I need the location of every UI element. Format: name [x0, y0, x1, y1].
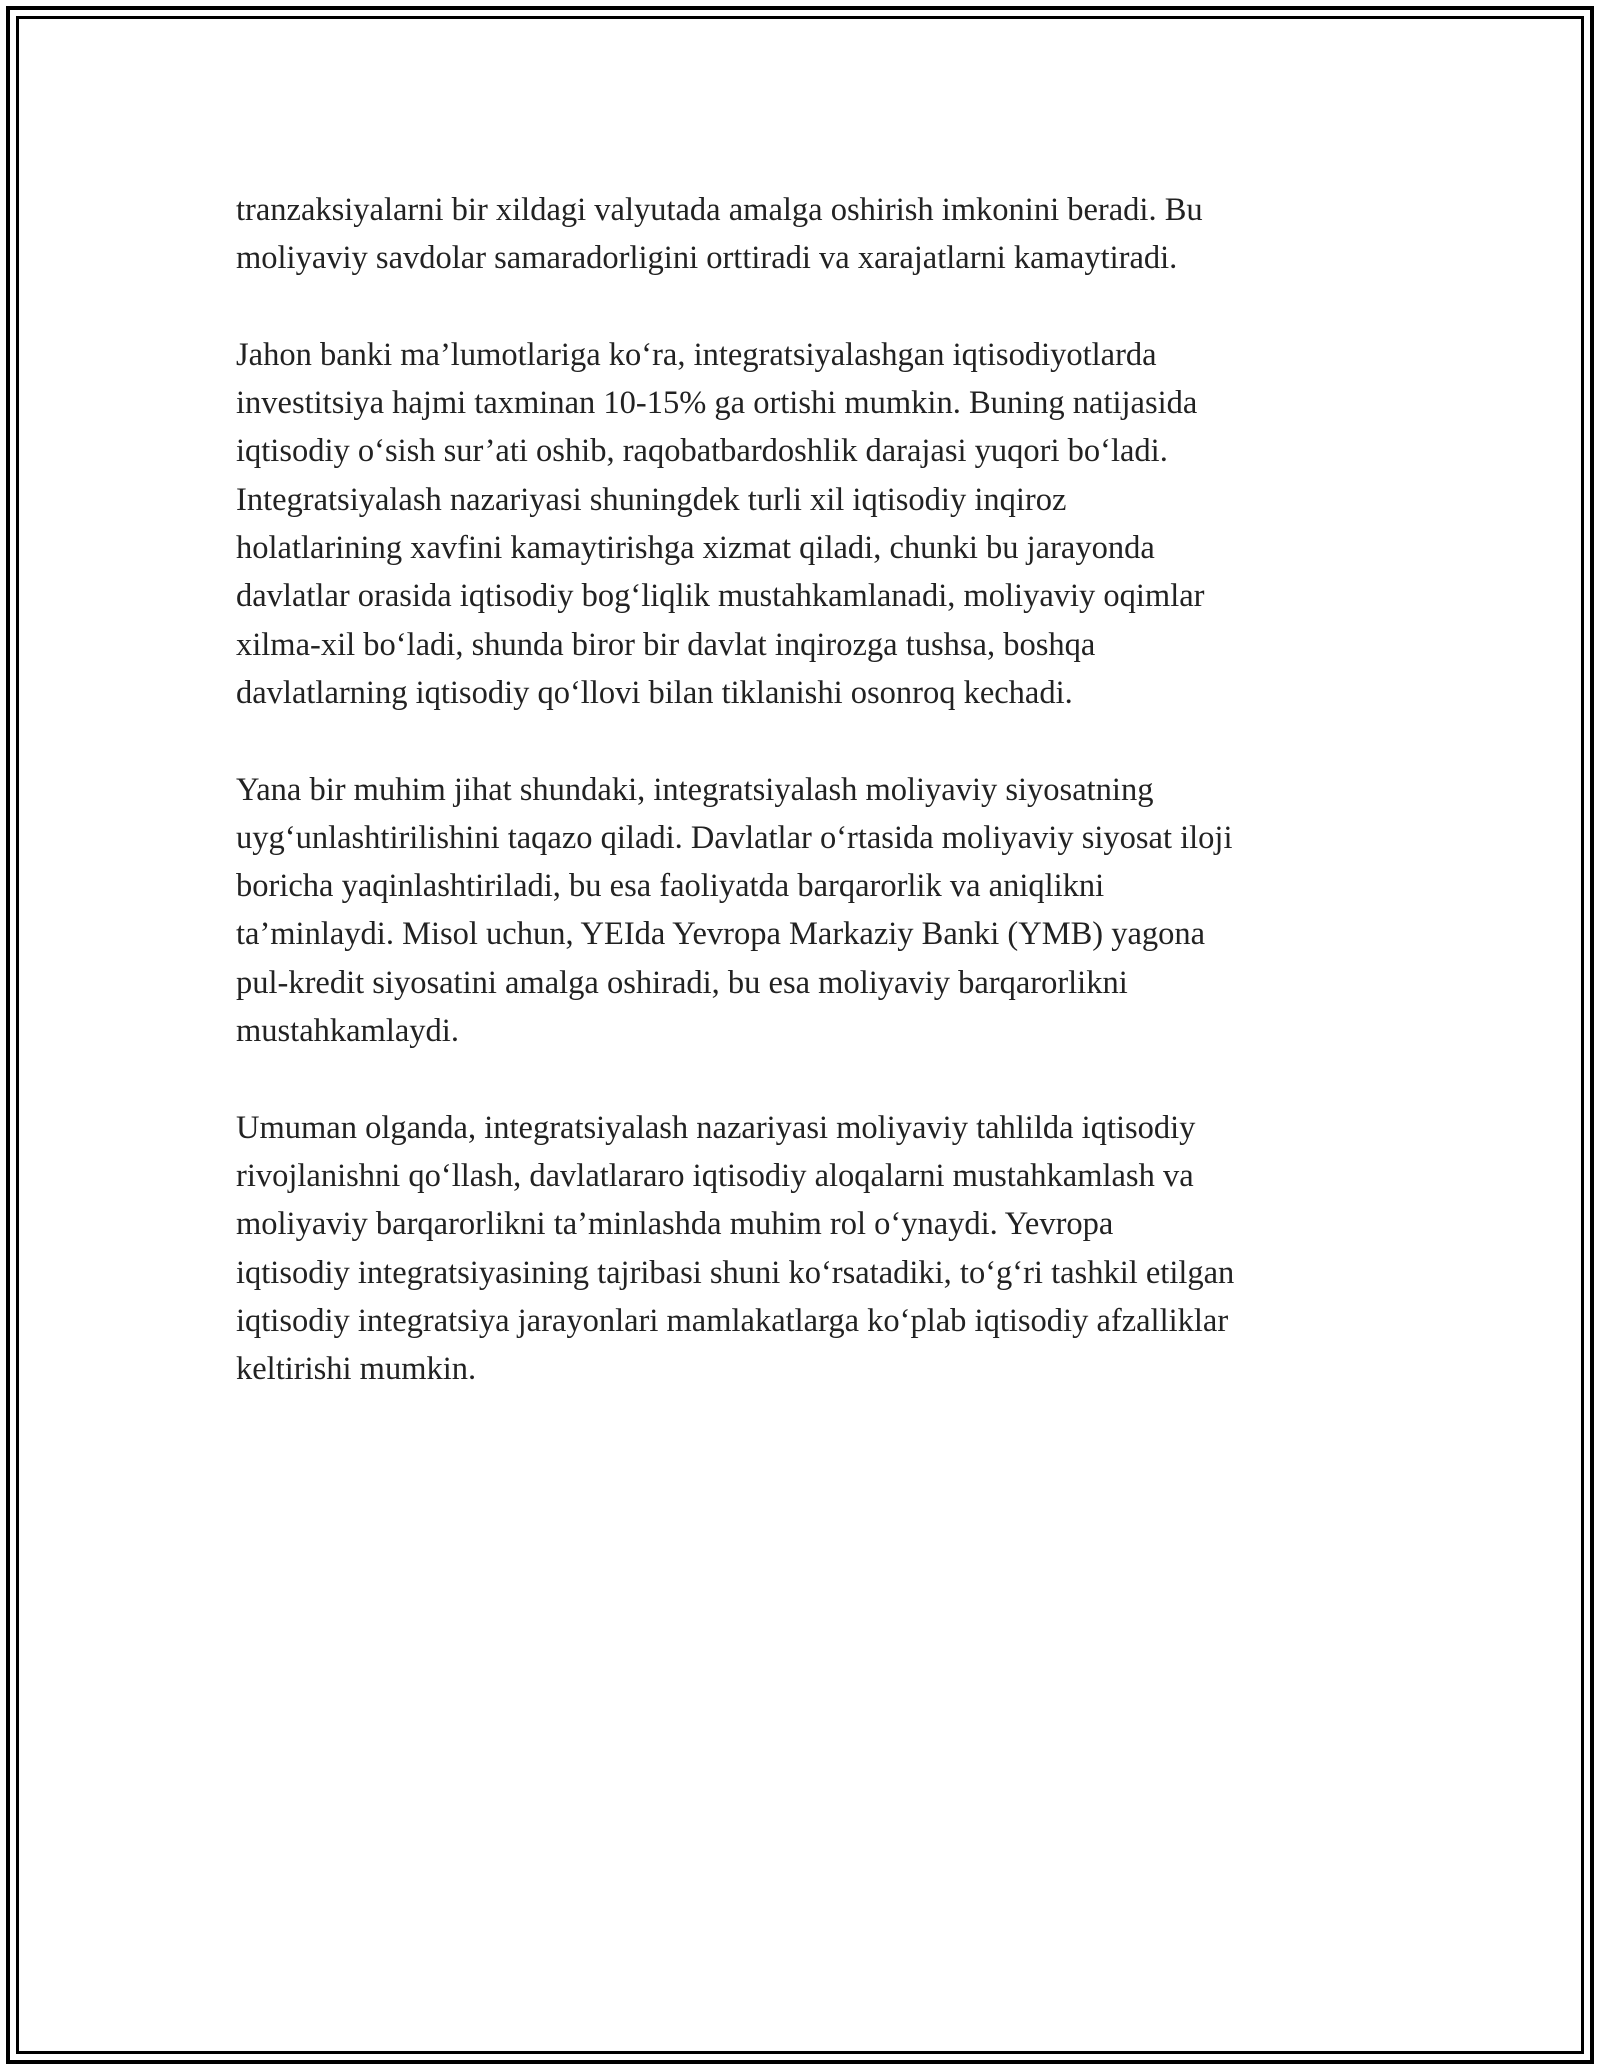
paragraph-4: Umuman olganda, integratsiyalash nazariyasi moliyaviy tahlilda iqtisodiy rivojlanishni qo‘llash, davlatlararo iqtisodiy aloqalarni mustahkamlash va moliyaviy barqarorlikni ta’minlashda muhim rol o‘ynaydi. Yevropa iqtisodiy integratsiyasining tajribasi shuni ko‘rsatadiki, to‘g‘ri tashkil etilgan iqtisodiy integratsiya jarayonlari mamlakatlarga ko‘plab iqtisodiy afzalliklar keltirishi mumkin.	[236, 1109, 1235, 1388]
paragraph-1: tranzaksiyalarni bir xildagi valyutada amalga oshirish imkonini beradi. Bu moliyaviy savdolar samaradorligini orttiradi va xarajatlarni kamaytiradi.	[236, 192, 1203, 277]
paragraph-2: Jahon banki ma’lumotlariga ko‘ra, integratsiyalashgan iqtisodiyotlarda investitsiya hajmi taxminan 10-15% ga ortishi mumkin. Buning natijasida iqtisodiy o‘sish sur’ati oshib, raqobatbardoshlik darajasi yuqori bo‘ladi. Integratsiyalash nazariyasi shuningdek turli xil iqtisodiy inqiroz holatlarining xavfini kamaytirishga xizmat qiladi, chunki bu jarayonda davlatlar orasida iqtisodiy bog‘liqlik mustahkamlanadi, moliyaviy oqimlar xilma-xil bo‘ladi, shunda biror bir davlat inqirozga tushsa, boshqa davlatlarning iqtisodiy qo‘llovi bilan tiklanishi osonroq kechadi.	[236, 336, 1205, 711]
paragraph-3: Yana bir muhim jihat shundaki, integratsiyalash moliyaviy siyosatning uyg‘unlashtirilishini taqazo qiladi. Davlatlar o‘rtasida moliyaviy siyosat iloji boricha yaqinlashtiriladi, bu esa faoliyatda barqarorlik va aniqlikni ta’minlaydi. Misol uchun, YEIda Yevropa Markaziy Banki (YMB) yagona pul-kredit siyosatini amalga oshiradi, bu esa moliyaviy barqarorlikni mustahkamlaydi.	[236, 771, 1233, 1050]
document-body	[236, 186, 1396, 1442]
